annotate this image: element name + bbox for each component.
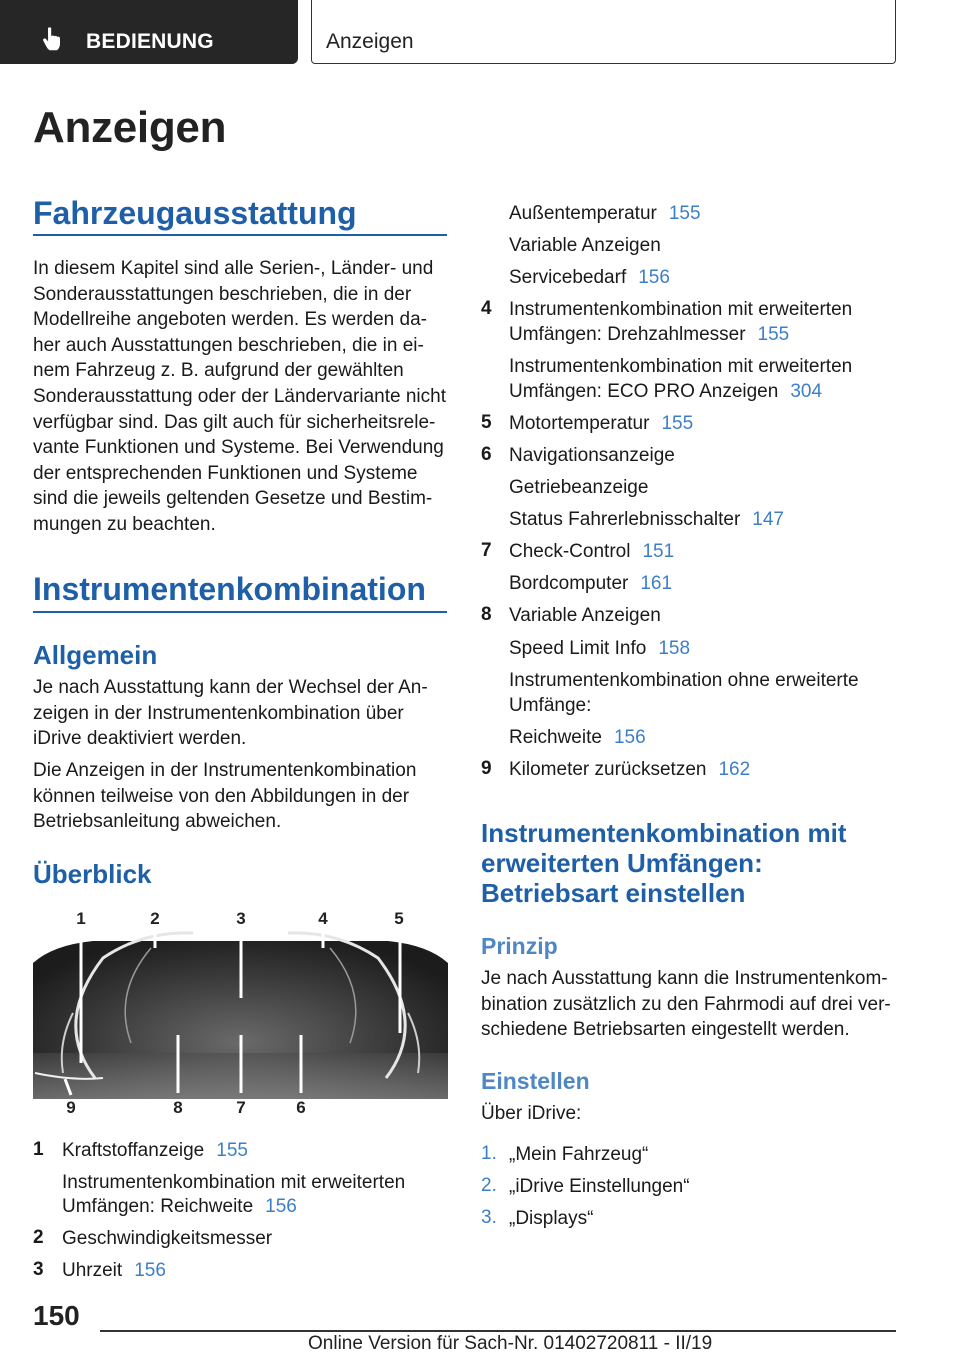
page-ref-link[interactable]: 147 <box>752 509 784 530</box>
legend-item: Servicebedarf 156 <box>509 267 670 288</box>
page-ref-link[interactable]: 155 <box>668 203 701 224</box>
fahrzeug-paragraph: In diesem Kapitel sind alle Serien-, Länder- und Sonderausstattungen beschrieben, die in der Modellreihe angeboten werden. Es werden da- her auch Ausstattungen beschrieben, die in ei- nem Fahrzeug z. B. aufgrund der gewählten Sonderausstattung oder der Ländervariante nicht verfügbar sind. Das gilt auch für sicherheitsrele- vante Funktionen und Systeme. Bei Verwendung der entsprechenden Funktionen und Systeme sind die jeweils geltenden Gesetze und Bestim- mungen zu beachten. <box>33 258 446 535</box>
page-ref-link[interactable]: 162 <box>718 759 751 780</box>
einstellen-intro: Über iDrive: <box>481 1103 582 1124</box>
legend-item: Instrumentenkombination ohne erweiterte <box>509 670 859 691</box>
callout-4: 4 <box>318 909 328 928</box>
legend-item: Reichweite 156 <box>509 727 646 748</box>
legend-item: Instrumentenkombination mit erweiterten <box>62 1172 406 1193</box>
step-number: 1. <box>481 1143 497 1164</box>
legend-item: Check-Control 151 <box>509 541 675 562</box>
legend-item: Instrumentenkombination mit erweiterten <box>509 299 853 320</box>
step-item: „Mein Fahrzeug“ <box>509 1144 649 1165</box>
legend-number: 2 <box>33 1227 44 1248</box>
legend-item: Bordcomputer 161 <box>509 573 673 594</box>
legend-item: Umfänge: <box>509 695 592 716</box>
heading-einstellen: Einstellen <box>481 1068 590 1094</box>
heading-prinzip: Prinzip <box>481 933 558 959</box>
page-ref-link[interactable]: 156 <box>134 1260 166 1281</box>
callout-9: 9 <box>66 1098 76 1117</box>
legend-number: 1 <box>33 1139 44 1160</box>
page-ref-link[interactable]: 158 <box>658 638 691 659</box>
callout-3: 3 <box>236 909 246 928</box>
callout-6: 6 <box>296 1098 306 1117</box>
page-ref-link[interactable]: 155 <box>757 324 790 345</box>
heading-allgemein: Allgemein <box>33 640 158 670</box>
page-ref-link[interactable]: 156 <box>613 727 646 748</box>
page-ref-link[interactable]: 156 <box>265 1196 297 1217</box>
step-item: „iDrive Einstellungen“ <box>509 1176 690 1197</box>
footer-text: Online Version für Sach-Nr. 01402720811 - II/19 <box>308 1333 713 1354</box>
page-number: 150 <box>33 1300 80 1331</box>
legend-item: Getriebeanzeige <box>509 477 649 498</box>
legend-item: Geschwindigkeitsmesser <box>62 1228 273 1249</box>
legend-item: Variable Anzeigen <box>509 235 661 256</box>
heading-rule <box>33 611 447 613</box>
step-number: 3. <box>481 1207 497 1228</box>
footer-rule <box>100 1330 896 1332</box>
legend-item: Motortemperatur 155 <box>509 413 694 434</box>
legend-item: Umfängen: ECO PRO Anzeigen 304 <box>509 381 823 402</box>
page-ref-link[interactable]: 304 <box>790 381 823 402</box>
legend-number: 8 <box>481 604 492 625</box>
instrument-cluster-image <box>33 903 448 1125</box>
section-label: BEDIENUNG <box>86 30 214 53</box>
legend-item: Kraftstoffanzeige 155 <box>62 1140 248 1161</box>
legend-item: Variable Anzeigen <box>509 605 661 626</box>
heading-fahrzeugausstattung: Fahrzeugausstattung <box>33 195 357 231</box>
step-item: „Displays“ <box>509 1208 594 1229</box>
callout-7: 7 <box>236 1098 246 1117</box>
legend-number: 7 <box>481 540 492 561</box>
prinzip-paragraph: Je nach Ausstattung kann die Instrumentenkom- bination zusätzlich zu den Fahrmodi auf drei ver- schiedene Betriebsarten eingestellt werden. <box>481 968 891 1041</box>
page-ref-link[interactable]: 156 <box>638 267 670 288</box>
heading-instrumentenkombination: Instrumentenkombination <box>33 571 426 607</box>
legend-number: 3 <box>33 1259 44 1280</box>
legend-item: Uhrzeit 156 <box>62 1260 166 1281</box>
callout-1: 1 <box>76 909 86 928</box>
page-ref-link[interactable]: 155 <box>661 413 694 434</box>
legend-item: Speed Limit Info 158 <box>509 638 691 659</box>
legend-item: Navigationsanzeige <box>509 445 675 466</box>
allgemein-paragraph-2: Die Anzeigen in der Instrumentenkombination können teilweise von den Abbildungen in der Betriebsanleitung abweichen. <box>33 760 417 833</box>
callout-8: 8 <box>173 1098 183 1117</box>
callout-5: 5 <box>394 909 404 928</box>
callout-2: 2 <box>150 909 160 928</box>
allgemein-paragraph-1: Je nach Ausstattung kann der Wechsel der An- zeigen in der Instrumentenkombination über iDrive deaktiviert werden. <box>33 677 428 750</box>
legend-item: Umfängen: Drehzahlmesser 155 <box>509 324 790 345</box>
page-ref-link[interactable]: 161 <box>640 573 673 594</box>
legend-number: 9 <box>481 758 492 779</box>
legend-item: Status Fahrerlebnisschalter 147 <box>509 509 784 530</box>
page-title: Anzeigen <box>33 103 227 152</box>
legend-number: 5 <box>481 412 492 433</box>
step-number: 2. <box>481 1175 497 1196</box>
legend-item: Instrumentenkombination mit erweiterten <box>509 356 853 377</box>
page-ref-link[interactable]: 151 <box>642 541 675 562</box>
legend-number: 4 <box>481 298 492 319</box>
heading-ueberblick: Überblick <box>33 859 152 889</box>
heading-betriebsart: Instrumentenkombination mit erweiterten Umfängen: Betriebsart einstellen <box>481 818 847 908</box>
legend-number: 6 <box>481 444 492 465</box>
legend-item: Kilometer zurücksetzen 162 <box>509 759 751 780</box>
legend-item: Umfängen: Reichweite 156 <box>62 1196 297 1217</box>
legend-item: Außentemperatur 155 <box>509 203 701 224</box>
chapter-title: Anzeigen <box>326 30 414 53</box>
heading-rule <box>33 234 447 236</box>
hand-pointer-icon <box>40 26 64 52</box>
page-ref-link[interactable]: 155 <box>216 1140 248 1161</box>
